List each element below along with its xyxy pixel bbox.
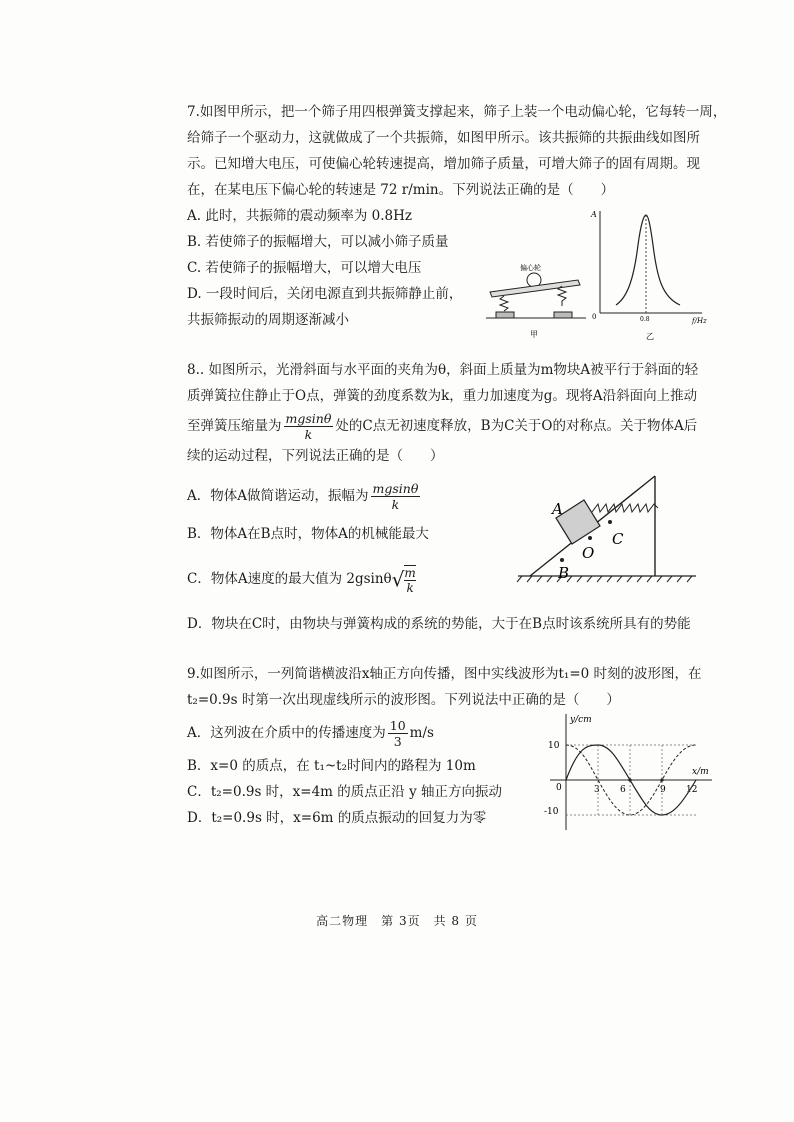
y-axis-label: y/cm xyxy=(570,715,592,725)
q7-figure-yi xyxy=(588,205,714,345)
fig-yi-origin: 0 xyxy=(592,313,597,321)
q9-speed-fraction xyxy=(388,718,408,749)
label-o: O xyxy=(582,544,595,562)
q7-line: 示。已知增大电压，可使偏心轮转速提高，增加筛子质量，可增大筛子的固有周期。现 xyxy=(187,156,700,172)
wave-point xyxy=(660,778,663,781)
spring-left xyxy=(500,296,508,311)
q8-option-a-text: A．物体A做简谐运动，振幅为 xyxy=(187,488,369,504)
point-c xyxy=(608,520,612,524)
fig-yi-xlabel: f/Hz xyxy=(692,317,707,325)
sieve-plate xyxy=(490,280,580,297)
wave-point xyxy=(628,778,631,781)
fig-yi-caption: 乙 xyxy=(646,332,654,341)
question-9-stem xyxy=(187,661,737,713)
label-a: A xyxy=(552,500,563,518)
resonance-curve xyxy=(616,215,680,305)
label-c: C xyxy=(612,530,624,548)
q8-line-3-post: 处的C点无初速度释放，B为C关于O的对称点。关于物体A后 xyxy=(335,418,698,434)
q9-line-1: 9.如图所示，一列简谐横波沿x轴正方向传播，图中实线波形为t₁=0 时刻的波形图，在 xyxy=(187,666,702,682)
q7-option-d: D. 一段时间后，关闭电源直到共振筛静止前， xyxy=(187,286,463,302)
q8-line-3 xyxy=(187,409,737,443)
q8-incline-figure xyxy=(512,460,700,588)
x-tick-12: 12 xyxy=(686,785,698,795)
q9-line-2: t₂=0.9s 时第一次出现虚线所示的波形图。下列说法中正确的是（ ） xyxy=(187,692,620,708)
eccentric-wheel-label: 偏心轮 xyxy=(520,264,541,272)
x-tick-9: 9 xyxy=(660,785,666,795)
q7-option-d-cont: 共振筛振动的周期逐渐减小 xyxy=(187,312,349,328)
x-axis-label: x/m xyxy=(692,767,709,777)
q7-line: 给筛子一个驱动力，这就做成了一个共振筛，如图甲所示。该共振筛的共振曲线如图所 xyxy=(187,130,700,146)
q8-option-c-text: C．物体A速度的最大值为 2gsinθ xyxy=(187,571,392,587)
question-8-stem xyxy=(187,357,737,469)
q8-compression-fraction xyxy=(284,411,334,442)
origin-label: 0 xyxy=(556,783,562,793)
sqrt-denominator: k xyxy=(406,580,414,595)
y-tick-neg: -10 xyxy=(544,807,559,817)
q7-line: 在，在某电压下偏心轮的转速是 72 r/min。下列说法正确的是（ ） xyxy=(187,182,615,198)
x-tick-6: 6 xyxy=(620,785,626,795)
q9-wave-graph xyxy=(536,710,718,834)
q8-line-4: 续的运动过程，下列说法正确的是（ ） xyxy=(187,448,444,464)
q8-sqrt: √ $\frac{m}{k}$ xyxy=(391,565,416,595)
q9-option-b: B．x=0 的质点，在 t₁~t₂时间内的路程为 10m xyxy=(187,758,476,774)
q7-line: 7.如图甲所示，把一个筛子用四根弹簧支撑起来，筛子上装一个电动偏心轮，它每转一周， xyxy=(187,104,727,120)
frac-denominator: k xyxy=(391,497,400,512)
q8-line-3-pre: 至弹簧压缩量为 xyxy=(187,418,282,434)
q9-option-c: C．t₂=0.9s 时，x=4m 的质点正沿 y 轴正方向振动 xyxy=(187,784,502,800)
fig-jia-caption: 甲 xyxy=(530,330,538,339)
q8-line-2: 质弹簧拉住静止于O点，弹簧的劲度系数为k，重力加速度为g。现将A沿斜面向上推动 xyxy=(187,388,698,404)
frac-numerator: mgsinθ xyxy=(372,481,419,496)
spring-right xyxy=(558,286,566,306)
frac-denominator: k xyxy=(304,427,313,442)
point-b xyxy=(560,558,564,562)
point-o xyxy=(588,536,592,540)
spring xyxy=(592,504,658,512)
q9-option-d: D．t₂=0.9s 时，x=6m 的质点振动的回复力为零 xyxy=(187,810,487,826)
q7-option-a: A. 此时，共振筛的震动频率为 0.8Hz xyxy=(187,208,412,224)
ground-hatch xyxy=(517,576,692,582)
frac-numerator: mgsinθ xyxy=(285,411,332,426)
q8-amplitude-fraction xyxy=(371,481,421,512)
q7-option-b: B. 若使筛子的振幅增大，可以减小筛子质量 xyxy=(187,234,449,250)
base-left xyxy=(496,312,514,318)
q7-figure-jia xyxy=(482,258,590,340)
q7-option-c: C. 若使筛子的振幅增大，可以增大电压 xyxy=(187,260,422,276)
q8-line-1: 8.. 如图所示，光滑斜面与水平面的夹角为θ，斜面上质量为m物块A被平行于斜面的轻 xyxy=(187,362,699,378)
question-9-options xyxy=(187,713,527,831)
q9-option-a xyxy=(187,713,527,753)
question-7-stem xyxy=(187,99,737,203)
q9-option-a-text: A．这列波在介质中的传播速度为 xyxy=(187,725,386,741)
fig-yi-tick: 0.8 xyxy=(640,316,650,323)
q8-option-b: B．物体A在B点时，物体A的机械能最大 xyxy=(187,526,429,542)
label-b: B xyxy=(558,564,570,582)
frac-denominator: 3 xyxy=(393,734,402,749)
frac-numerator: 10 xyxy=(389,718,406,733)
fig-yi-ylabel: A xyxy=(591,210,597,219)
y-tick-pos: 10 xyxy=(548,741,560,751)
page-footer: 高二物理 第 3页 共 8 页 xyxy=(316,914,478,928)
sqrt-numerator: m xyxy=(404,565,416,580)
base-right xyxy=(554,312,572,318)
q8-option-d: D．物块在C时，由物块与弹簧构成的系统的势能，大于在B点时该系统所具有的势能 xyxy=(187,616,691,632)
question-7-options xyxy=(187,203,477,333)
q9-speed-unit: m/s xyxy=(409,725,434,741)
x-tick-3: 3 xyxy=(594,785,600,795)
